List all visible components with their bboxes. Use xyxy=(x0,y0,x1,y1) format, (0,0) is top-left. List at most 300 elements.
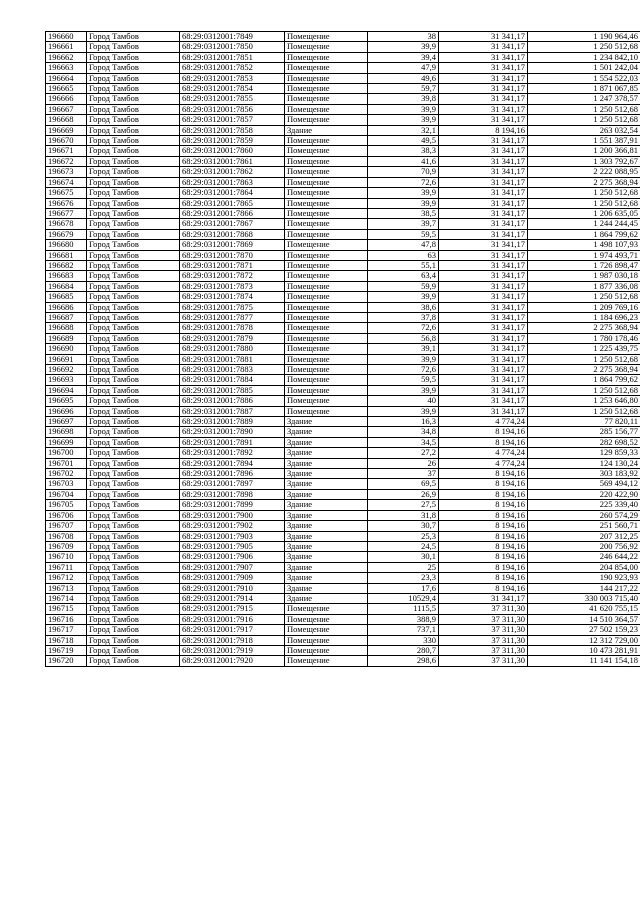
cadastral-value-cell: 1 551 387,91 xyxy=(528,136,640,146)
specific-value-cell: 31 341,17 xyxy=(439,42,528,52)
area-cell: 49,6 xyxy=(368,73,439,83)
cadastral-number-cell: 68:29:0312001:7863 xyxy=(180,177,285,187)
cadastral-number-cell: 68:29:0312001:7870 xyxy=(180,250,285,260)
object-number-cell: 196714 xyxy=(46,593,87,603)
municipality-cell: Город Тамбов xyxy=(87,292,180,302)
object-number-cell: 196710 xyxy=(46,552,87,562)
table-row xyxy=(46,302,640,312)
object-number-cell: 196685 xyxy=(46,292,87,302)
municipality-cell: Город Тамбов xyxy=(87,312,180,322)
cadastral-number-cell: 68:29:0312001:7875 xyxy=(180,302,285,312)
cadastral-value-cell: 1 250 512,68 xyxy=(528,42,640,52)
object-type-cell: Помещение xyxy=(285,292,368,302)
area-cell: 10529,4 xyxy=(368,593,439,603)
specific-value-cell: 31 341,17 xyxy=(439,198,528,208)
table-row xyxy=(46,63,640,73)
specific-value-cell: 31 341,17 xyxy=(439,32,528,42)
object-number-cell: 196696 xyxy=(46,406,87,416)
object-number-cell: 196677 xyxy=(46,208,87,218)
municipality-cell: Город Тамбов xyxy=(87,375,180,385)
area-cell: 70,9 xyxy=(368,167,439,177)
cadastral-value-cell: 2 275 368,94 xyxy=(528,365,640,375)
object-number-cell: 196679 xyxy=(46,229,87,239)
table-row xyxy=(46,188,640,198)
object-number-cell: 196672 xyxy=(46,156,87,166)
object-number-cell: 196662 xyxy=(46,52,87,62)
cadastral-number-cell: 68:29:0312001:7857 xyxy=(180,115,285,125)
area-cell: 298,6 xyxy=(368,656,439,666)
area-cell: 39,9 xyxy=(368,385,439,395)
area-cell: 30,1 xyxy=(368,552,439,562)
table-row xyxy=(46,385,640,395)
cadastral-number-cell: 68:29:0312001:7897 xyxy=(180,479,285,489)
cadastral-number-cell: 68:29:0312001:7902 xyxy=(180,521,285,531)
area-cell: 30,7 xyxy=(368,521,439,531)
object-type-cell: Помещение xyxy=(285,365,368,375)
area-cell: 16,3 xyxy=(368,417,439,427)
municipality-cell: Город Тамбов xyxy=(87,614,180,624)
cadastral-number-cell: 68:29:0312001:7850 xyxy=(180,42,285,52)
table-row xyxy=(46,510,640,520)
cadastral-value-cell: 11 141 154,18 xyxy=(528,656,640,666)
specific-value-cell: 31 341,17 xyxy=(439,73,528,83)
cadastral-value-cell: 1 253 646,80 xyxy=(528,396,640,406)
cadastral-value-cell: 1 303 792,67 xyxy=(528,156,640,166)
specific-value-cell: 8 194,16 xyxy=(439,500,528,510)
object-type-cell: Помещение xyxy=(285,208,368,218)
area-cell: 26 xyxy=(368,458,439,468)
area-cell: 39,8 xyxy=(368,94,439,104)
specific-value-cell: 31 341,17 xyxy=(439,219,528,229)
object-type-cell: Здание xyxy=(285,458,368,468)
object-number-cell: 196663 xyxy=(46,63,87,73)
cadastral-value-cell: 1 190 964,46 xyxy=(528,32,640,42)
area-cell: 25 xyxy=(368,562,439,572)
municipality-cell: Город Тамбов xyxy=(87,94,180,104)
object-number-cell: 196678 xyxy=(46,219,87,229)
area-cell: 72,6 xyxy=(368,177,439,187)
specific-value-cell: 31 341,17 xyxy=(439,208,528,218)
table-row xyxy=(46,614,640,624)
table-row xyxy=(46,229,640,239)
municipality-cell: Город Тамбов xyxy=(87,489,180,499)
table-row xyxy=(46,427,640,437)
object-type-cell: Здание xyxy=(285,593,368,603)
object-number-cell: 196707 xyxy=(46,521,87,531)
table-row xyxy=(46,469,640,479)
cadastral-number-cell: 68:29:0312001:7886 xyxy=(180,396,285,406)
area-cell: 39,9 xyxy=(368,406,439,416)
municipality-cell: Город Тамбов xyxy=(87,52,180,62)
area-cell: 25,3 xyxy=(368,531,439,541)
cadastral-value-cell: 1 250 512,68 xyxy=(528,115,640,125)
area-cell: 37 xyxy=(368,469,439,479)
specific-value-cell: 31 341,17 xyxy=(439,115,528,125)
object-type-cell: Помещение xyxy=(285,323,368,333)
municipality-cell: Город Тамбов xyxy=(87,417,180,427)
specific-value-cell: 8 194,16 xyxy=(439,489,528,499)
specific-value-cell: 31 341,17 xyxy=(439,229,528,239)
specific-value-cell: 4 774,24 xyxy=(439,417,528,427)
cadastral-value-cell: 77 820,11 xyxy=(528,417,640,427)
object-number-cell: 196666 xyxy=(46,94,87,104)
table-row xyxy=(46,240,640,250)
table-row xyxy=(46,604,640,614)
object-number-cell: 196668 xyxy=(46,115,87,125)
municipality-cell: Город Тамбов xyxy=(87,552,180,562)
cadastral-number-cell: 68:29:0312001:7919 xyxy=(180,645,285,655)
object-type-cell: Здание xyxy=(285,531,368,541)
cadastral-number-cell: 68:29:0312001:7910 xyxy=(180,583,285,593)
specific-value-cell: 31 341,17 xyxy=(439,302,528,312)
object-type-cell: Помещение xyxy=(285,625,368,635)
object-number-cell: 196686 xyxy=(46,302,87,312)
cadastral-number-cell: 68:29:0312001:7914 xyxy=(180,593,285,603)
area-cell: 38,6 xyxy=(368,302,439,312)
cadastral-value-cell: 207 312,25 xyxy=(528,531,640,541)
area-cell: 1115,5 xyxy=(368,604,439,614)
object-type-cell: Помещение xyxy=(285,63,368,73)
object-number-cell: 196701 xyxy=(46,458,87,468)
table-row xyxy=(46,42,640,52)
specific-value-cell: 8 194,16 xyxy=(439,521,528,531)
table-row xyxy=(46,136,640,146)
municipality-cell: Город Тамбов xyxy=(87,437,180,447)
municipality-cell: Город Тамбов xyxy=(87,500,180,510)
area-cell: 39,7 xyxy=(368,219,439,229)
object-type-cell: Помещение xyxy=(285,167,368,177)
cadastral-number-cell: 68:29:0312001:7856 xyxy=(180,104,285,114)
cadastral-value-cell: 1 554 522,03 xyxy=(528,73,640,83)
cadastral-number-cell: 68:29:0312001:7851 xyxy=(180,52,285,62)
cadastral-number-cell: 68:29:0312001:7864 xyxy=(180,188,285,198)
table-row xyxy=(46,32,640,42)
specific-value-cell: 8 194,16 xyxy=(439,531,528,541)
cadastral-number-cell: 68:29:0312001:7859 xyxy=(180,136,285,146)
cadastral-value-cell: 225 339,40 xyxy=(528,500,640,510)
cadastral-value-cell: 144 217,22 xyxy=(528,583,640,593)
object-type-cell: Здание xyxy=(285,427,368,437)
cadastral-number-cell: 68:29:0312001:7884 xyxy=(180,375,285,385)
object-number-cell: 196688 xyxy=(46,323,87,333)
specific-value-cell: 31 341,17 xyxy=(439,323,528,333)
cadastral-value-cell: 10 473 281,91 xyxy=(528,645,640,655)
cadastral-value-cell: 1 864 799,62 xyxy=(528,375,640,385)
municipality-cell: Город Тамбов xyxy=(87,136,180,146)
cadastral-value-cell: 251 560,71 xyxy=(528,521,640,531)
object-type-cell: Здание xyxy=(285,562,368,572)
specific-value-cell: 31 341,17 xyxy=(439,188,528,198)
municipality-cell: Город Тамбов xyxy=(87,84,180,94)
cadastral-value-cell: 1 200 366,81 xyxy=(528,146,640,156)
cadastral-value-cell: 260 574,29 xyxy=(528,510,640,520)
object-number-cell: 196687 xyxy=(46,312,87,322)
object-type-cell: Здание xyxy=(285,125,368,135)
cadastral-number-cell: 68:29:0312001:7867 xyxy=(180,219,285,229)
cadastral-number-cell: 68:29:0312001:7918 xyxy=(180,635,285,645)
area-cell: 27,2 xyxy=(368,448,439,458)
cadastral-value-cell: 1 877 336,08 xyxy=(528,281,640,291)
object-number-cell: 196717 xyxy=(46,625,87,635)
cadastral-number-cell: 68:29:0312001:7869 xyxy=(180,240,285,250)
table-body xyxy=(46,32,640,667)
table-row xyxy=(46,333,640,343)
municipality-cell: Город Тамбов xyxy=(87,104,180,114)
object-type-cell: Здание xyxy=(285,479,368,489)
area-cell: 27,5 xyxy=(368,500,439,510)
object-number-cell: 196715 xyxy=(46,604,87,614)
municipality-cell: Город Тамбов xyxy=(87,593,180,603)
cadastral-number-cell: 68:29:0312001:7887 xyxy=(180,406,285,416)
table-row xyxy=(46,281,640,291)
municipality-cell: Город Тамбов xyxy=(87,354,180,364)
area-cell: 41,6 xyxy=(368,156,439,166)
object-type-cell: Помещение xyxy=(285,645,368,655)
table-row xyxy=(46,541,640,551)
cadastral-number-cell: 68:29:0312001:7855 xyxy=(180,94,285,104)
specific-value-cell: 8 194,16 xyxy=(439,125,528,135)
cadastral-value-cell: 2 275 368,94 xyxy=(528,323,640,333)
municipality-cell: Город Тамбов xyxy=(87,541,180,551)
municipality-cell: Город Тамбов xyxy=(87,531,180,541)
object-type-cell: Помещение xyxy=(285,32,368,42)
cadastral-value-table xyxy=(45,31,640,667)
object-number-cell: 196689 xyxy=(46,333,87,343)
object-number-cell: 196706 xyxy=(46,510,87,520)
cadastral-value-cell: 190 923,93 xyxy=(528,573,640,583)
table-row xyxy=(46,635,640,645)
table-row xyxy=(46,104,640,114)
object-type-cell: Здание xyxy=(285,489,368,499)
municipality-cell: Город Тамбов xyxy=(87,250,180,260)
table-row xyxy=(46,406,640,416)
area-cell: 59,9 xyxy=(368,281,439,291)
cadastral-number-cell: 68:29:0312001:7890 xyxy=(180,427,285,437)
cadastral-number-cell: 68:29:0312001:7871 xyxy=(180,260,285,270)
object-number-cell: 196700 xyxy=(46,448,87,458)
area-cell: 37,8 xyxy=(368,312,439,322)
table-row xyxy=(46,437,640,447)
specific-value-cell: 31 341,17 xyxy=(439,177,528,187)
cadastral-number-cell: 68:29:0312001:7891 xyxy=(180,437,285,447)
municipality-cell: Город Тамбов xyxy=(87,115,180,125)
municipality-cell: Город Тамбов xyxy=(87,167,180,177)
cadastral-number-cell: 68:29:0312001:7885 xyxy=(180,385,285,395)
object-type-cell: Здание xyxy=(285,583,368,593)
table-row xyxy=(46,312,640,322)
object-type-cell: Помещение xyxy=(285,302,368,312)
specific-value-cell: 37 311,30 xyxy=(439,625,528,635)
municipality-cell: Город Тамбов xyxy=(87,479,180,489)
cadastral-number-cell: 68:29:0312001:7909 xyxy=(180,573,285,583)
object-number-cell: 196682 xyxy=(46,260,87,270)
area-cell: 69,5 xyxy=(368,479,439,489)
cadastral-number-cell: 68:29:0312001:7916 xyxy=(180,614,285,624)
object-number-cell: 196702 xyxy=(46,469,87,479)
table-row xyxy=(46,52,640,62)
municipality-cell: Город Тамбов xyxy=(87,260,180,270)
area-cell: 34,8 xyxy=(368,427,439,437)
table-row xyxy=(46,552,640,562)
table-row xyxy=(46,489,640,499)
object-type-cell: Помещение xyxy=(285,198,368,208)
cadastral-value-cell: 246 644,22 xyxy=(528,552,640,562)
municipality-cell: Город Тамбов xyxy=(87,302,180,312)
specific-value-cell: 8 194,16 xyxy=(439,437,528,447)
object-type-cell: Здание xyxy=(285,469,368,479)
object-number-cell: 196713 xyxy=(46,583,87,593)
cadastral-number-cell: 68:29:0312001:7873 xyxy=(180,281,285,291)
area-cell: 72,6 xyxy=(368,323,439,333)
cadastral-number-cell: 68:29:0312001:7900 xyxy=(180,510,285,520)
cadastral-value-cell: 1 250 512,68 xyxy=(528,385,640,395)
area-cell: 39,9 xyxy=(368,354,439,364)
municipality-cell: Город Тамбов xyxy=(87,427,180,437)
specific-value-cell: 4 774,24 xyxy=(439,448,528,458)
specific-value-cell: 4 774,24 xyxy=(439,458,528,468)
area-cell: 330 xyxy=(368,635,439,645)
cadastral-value-cell: 12 312 729,00 xyxy=(528,635,640,645)
area-cell: 38 xyxy=(368,32,439,42)
cadastral-value-cell: 1 250 512,68 xyxy=(528,188,640,198)
table-row xyxy=(46,292,640,302)
object-type-cell: Помещение xyxy=(285,146,368,156)
specific-value-cell: 31 341,17 xyxy=(439,52,528,62)
table-row xyxy=(46,177,640,187)
object-type-cell: Здание xyxy=(285,552,368,562)
municipality-cell: Город Тамбов xyxy=(87,156,180,166)
specific-value-cell: 31 341,17 xyxy=(439,365,528,375)
cadastral-value-cell: 1 987 030,18 xyxy=(528,271,640,281)
cadastral-value-cell: 1 780 178,46 xyxy=(528,333,640,343)
table-row xyxy=(46,84,640,94)
table-row xyxy=(46,645,640,655)
cadastral-number-cell: 68:29:0312001:7877 xyxy=(180,312,285,322)
object-number-cell: 196667 xyxy=(46,104,87,114)
object-type-cell: Помещение xyxy=(285,344,368,354)
area-cell: 39,1 xyxy=(368,344,439,354)
object-number-cell: 196691 xyxy=(46,354,87,364)
table-row xyxy=(46,458,640,468)
specific-value-cell: 31 341,17 xyxy=(439,240,528,250)
object-type-cell: Помещение xyxy=(285,42,368,52)
cadastral-value-cell: 330 003 715,40 xyxy=(528,593,640,603)
municipality-cell: Город Тамбов xyxy=(87,42,180,52)
specific-value-cell: 31 341,17 xyxy=(439,292,528,302)
cadastral-number-cell: 68:29:0312001:7892 xyxy=(180,448,285,458)
cadastral-number-cell: 68:29:0312001:7898 xyxy=(180,489,285,499)
area-cell: 39,9 xyxy=(368,115,439,125)
municipality-cell: Город Тамбов xyxy=(87,177,180,187)
object-type-cell: Помещение xyxy=(285,312,368,322)
area-cell: 39,9 xyxy=(368,42,439,52)
specific-value-cell: 8 194,16 xyxy=(439,552,528,562)
specific-value-cell: 37 311,30 xyxy=(439,604,528,614)
municipality-cell: Город Тамбов xyxy=(87,396,180,406)
object-number-cell: 196676 xyxy=(46,198,87,208)
cadastral-value-cell: 1 726 898,47 xyxy=(528,260,640,270)
cadastral-value-cell: 1 225 439,75 xyxy=(528,344,640,354)
cadastral-number-cell: 68:29:0312001:7915 xyxy=(180,604,285,614)
municipality-cell: Город Тамбов xyxy=(87,510,180,520)
table-row xyxy=(46,593,640,603)
object-type-cell: Помещение xyxy=(285,136,368,146)
municipality-cell: Город Тамбов xyxy=(87,229,180,239)
specific-value-cell: 31 341,17 xyxy=(439,593,528,603)
cadastral-value-cell: 569 494,12 xyxy=(528,479,640,489)
table-row xyxy=(46,583,640,593)
cadastral-value-cell: 1 864 799,62 xyxy=(528,229,640,239)
cadastral-number-cell: 68:29:0312001:7899 xyxy=(180,500,285,510)
table-row xyxy=(46,198,640,208)
object-type-cell: Помещение xyxy=(285,281,368,291)
object-number-cell: 196684 xyxy=(46,281,87,291)
specific-value-cell: 8 194,16 xyxy=(439,469,528,479)
object-type-cell: Помещение xyxy=(285,604,368,614)
cadastral-value-cell: 1 184 696,23 xyxy=(528,312,640,322)
cadastral-number-cell: 68:29:0312001:7903 xyxy=(180,531,285,541)
area-cell: 55,1 xyxy=(368,260,439,270)
cadastral-value-cell: 1 244 244,45 xyxy=(528,219,640,229)
specific-value-cell: 31 341,17 xyxy=(439,156,528,166)
object-number-cell: 196704 xyxy=(46,489,87,499)
object-type-cell: Здание xyxy=(285,417,368,427)
specific-value-cell: 31 341,17 xyxy=(439,281,528,291)
cadastral-value-cell: 1 234 842,10 xyxy=(528,52,640,62)
cadastral-number-cell: 68:29:0312001:7894 xyxy=(180,458,285,468)
specific-value-cell: 31 341,17 xyxy=(439,354,528,364)
cadastral-number-cell: 68:29:0312001:7858 xyxy=(180,125,285,135)
object-type-cell: Здание xyxy=(285,510,368,520)
table-row xyxy=(46,562,640,572)
area-cell: 737,1 xyxy=(368,625,439,635)
municipality-cell: Город Тамбов xyxy=(87,635,180,645)
cadastral-value-cell: 14 510 364,57 xyxy=(528,614,640,624)
cadastral-value-cell: 27 502 159,23 xyxy=(528,625,640,635)
municipality-cell: Город Тамбов xyxy=(87,604,180,614)
municipality-cell: Город Тамбов xyxy=(87,469,180,479)
object-number-cell: 196719 xyxy=(46,645,87,655)
table-row xyxy=(46,73,640,83)
object-number-cell: 196716 xyxy=(46,614,87,624)
object-type-cell: Помещение xyxy=(285,375,368,385)
municipality-cell: Город Тамбов xyxy=(87,323,180,333)
object-type-cell: Помещение xyxy=(285,188,368,198)
cadastral-number-cell: 68:29:0312001:7906 xyxy=(180,552,285,562)
specific-value-cell: 8 194,16 xyxy=(439,573,528,583)
area-cell: 26,9 xyxy=(368,489,439,499)
specific-value-cell: 31 341,17 xyxy=(439,250,528,260)
object-type-cell: Помещение xyxy=(285,396,368,406)
cadastral-number-cell: 68:29:0312001:7874 xyxy=(180,292,285,302)
cadastral-number-cell: 68:29:0312001:7860 xyxy=(180,146,285,156)
municipality-cell: Город Тамбов xyxy=(87,625,180,635)
municipality-cell: Город Тамбов xyxy=(87,448,180,458)
object-number-cell: 196709 xyxy=(46,541,87,551)
area-cell: 49,5 xyxy=(368,136,439,146)
table-row xyxy=(46,500,640,510)
object-type-cell: Помещение xyxy=(285,73,368,83)
municipality-cell: Город Тамбов xyxy=(87,344,180,354)
cadastral-number-cell: 68:29:0312001:7861 xyxy=(180,156,285,166)
object-type-cell: Здание xyxy=(285,448,368,458)
area-cell: 34,5 xyxy=(368,437,439,447)
specific-value-cell: 37 311,30 xyxy=(439,635,528,645)
area-cell: 23,3 xyxy=(368,573,439,583)
object-type-cell: Помещение xyxy=(285,260,368,270)
object-number-cell: 196681 xyxy=(46,250,87,260)
area-cell: 32,1 xyxy=(368,125,439,135)
